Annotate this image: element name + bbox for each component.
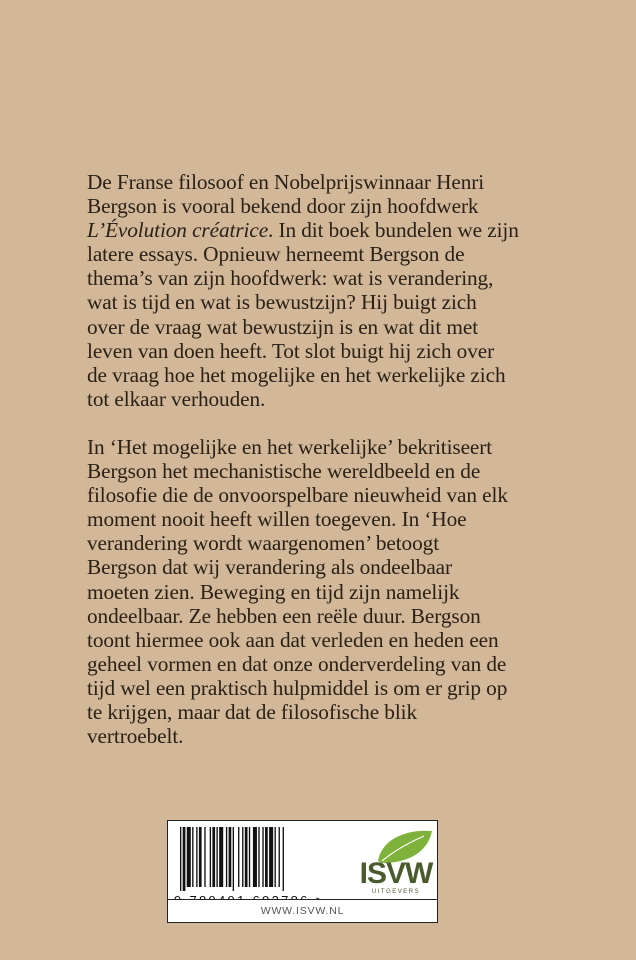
blurb-paragraph-1 — [87, 170, 557, 411]
logo-wordmark: ISVW — [359, 857, 433, 890]
publisher-logo — [358, 827, 434, 897]
book-title-italic: L’Évolution créatrice — [87, 218, 269, 243]
logo-subtext: UITGEVERS — [371, 889, 421, 895]
blurb-text: De Franse filosoof en Nobelprijswinnaar Henri Bergson is vooral bekend door zijn hoofdwerk — [87, 170, 485, 219]
blurb-text: . In dit boek bundelen we zijn latere essays. Opnieuw herneemt Bergson de thema’s van zijn hoofdwerk: wat is verandering, wat is tijd en wat is bewustzijn? Hij buigt zich over de vraag wat bewustzijn is en wat dit met leven van doen heeft. Tot slot buigt hij zich over de vraag hoe het mogelijke en het werkelijke zich tot elkaar verhouden. — [87, 218, 519, 411]
barcode-box — [167, 820, 438, 923]
back-cover-blurb — [87, 170, 557, 748]
publisher-url: WWW.ISVW.NL — [168, 899, 437, 922]
blurb-paragraph-2: In ‘Het mogelijke en het werkelijke’ bekritiseert Bergson het mechanistische wereldbeeld en de filosofie die de onvoorspelbare nieuwheid van elk moment nooit heeft willen toegeven. In ‘Hoe verandering wordt waargenomen’ betoogt Bergson dat wij verandering als ondeelbaar moeten zien. Beweging en tijd zijn namelijk ondeelbaar. Ze hebben een reële duur. Bergson toont hiermee ook aan dat verleden en heden een geheel vormen en dat onze onderverdeling van de tijd wel een praktisch hulpmiddel is om er grip op te krijgen, maar dat de filosofische blik vertroebelt. — [87, 434, 508, 749]
isbn-barcode — [178, 827, 346, 891]
